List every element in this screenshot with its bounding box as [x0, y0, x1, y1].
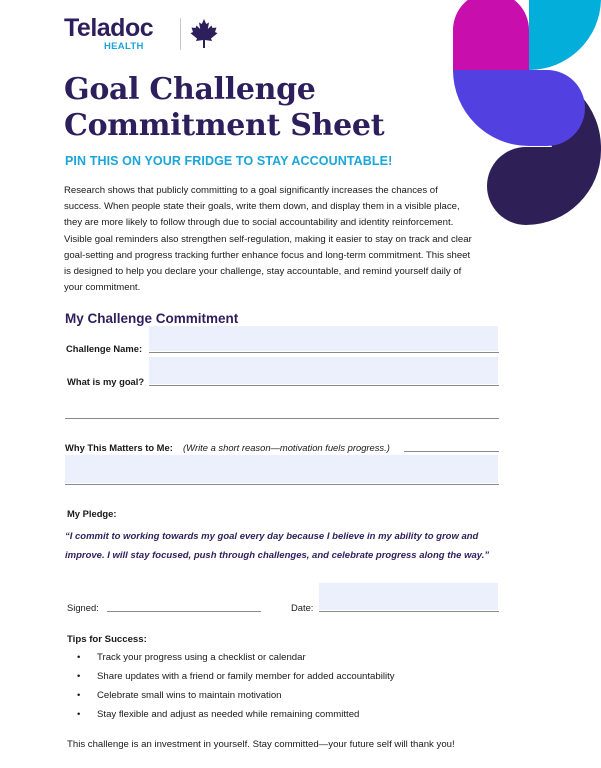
- pledge-label: My Pledge:: [67, 508, 117, 519]
- page-title: [64, 72, 384, 144]
- tips-heading: Tips for Success:: [67, 634, 147, 645]
- why-inline-underline: [404, 451, 499, 452]
- challenge-name-underline: [149, 352, 499, 353]
- tips-list: [75, 648, 395, 724]
- pledge-text: “I commit to working towards my goal every day because I believe in my ability to grow and improve. I will stay focused, push through challenges, and celebrate progress along the way.”: [65, 531, 490, 561]
- section-title-commitment: My Challenge Commitment: [65, 311, 239, 326]
- tip-item: • Celebrate small wins to maintain motivation: [75, 686, 395, 705]
- title-line-2: Commitment Sheet: [64, 108, 385, 143]
- signed-label: Signed:: [67, 602, 99, 613]
- title-line-1: Goal Challenge: [64, 72, 316, 107]
- goal-label: What is my goal?: [67, 376, 145, 387]
- goal-field[interactable]: [149, 357, 498, 384]
- tip-item: • Stay flexible and adjust as needed while remaining committed: [75, 705, 395, 724]
- bullet-icon: •: [77, 671, 81, 682]
- maple-leaf-icon: [188, 18, 220, 50]
- goal-underline: [149, 385, 499, 386]
- bullet-icon: •: [77, 709, 81, 720]
- magenta-shape: [453, 0, 529, 70]
- date-underline: [319, 611, 499, 612]
- signed-field[interactable]: [107, 592, 260, 610]
- logo-health-text: HEALTH: [104, 41, 144, 52]
- why-field[interactable]: [65, 455, 498, 483]
- bullet-icon: •: [77, 690, 81, 701]
- goal-line-2-field[interactable]: [65, 392, 498, 417]
- intro-paragraph: Research shows that publicly committing to a goal significantly increases the chances of success. When people state their goals, write them down, and display them in a visible place, they are more likely to follow through due to social accountability and identity reinforcement. Visible goal reminders also strengthen self-regulation, making it easier to stay on track and clear goal-setting and progress tracking further enhance focus and long-term commitment. This sheet is designed to help you declare your challenge, stay accountable, and remind yourself daily of your commitment.: [64, 185, 472, 294]
- bullet-icon: •: [77, 652, 81, 663]
- challenge-name-label: Challenge Name:: [66, 343, 143, 354]
- tip-item: • Track your progress using a checklist or calendar: [75, 648, 395, 667]
- signed-underline: [107, 611, 261, 612]
- why-label: Why This Matters to Me:: [65, 442, 173, 453]
- closing-message: This challenge is an investment in yourself. Stay committed—your future self will thank you!: [67, 739, 455, 750]
- goal-line-2-underline: [65, 418, 499, 419]
- date-field[interactable]: [319, 583, 498, 610]
- tip-item: • Share updates with a friend or family member for added accountability: [75, 667, 395, 686]
- logo-divider: [180, 18, 181, 50]
- challenge-name-field[interactable]: [149, 326, 498, 351]
- why-hint: (Write a short reason—motivation fuels progress.): [183, 442, 390, 453]
- logo-wordmark: Teladoc: [64, 14, 154, 42]
- violet-shape: [453, 70, 585, 146]
- why-underline: [65, 484, 499, 485]
- date-label: Date:: [291, 602, 314, 613]
- cyan-shape: [529, 0, 601, 70]
- teladoc-health-logo: [64, 14, 224, 54]
- subtitle: PIN THIS ON YOUR FRIDGE TO STAY ACCOUNTABLE!: [65, 154, 393, 168]
